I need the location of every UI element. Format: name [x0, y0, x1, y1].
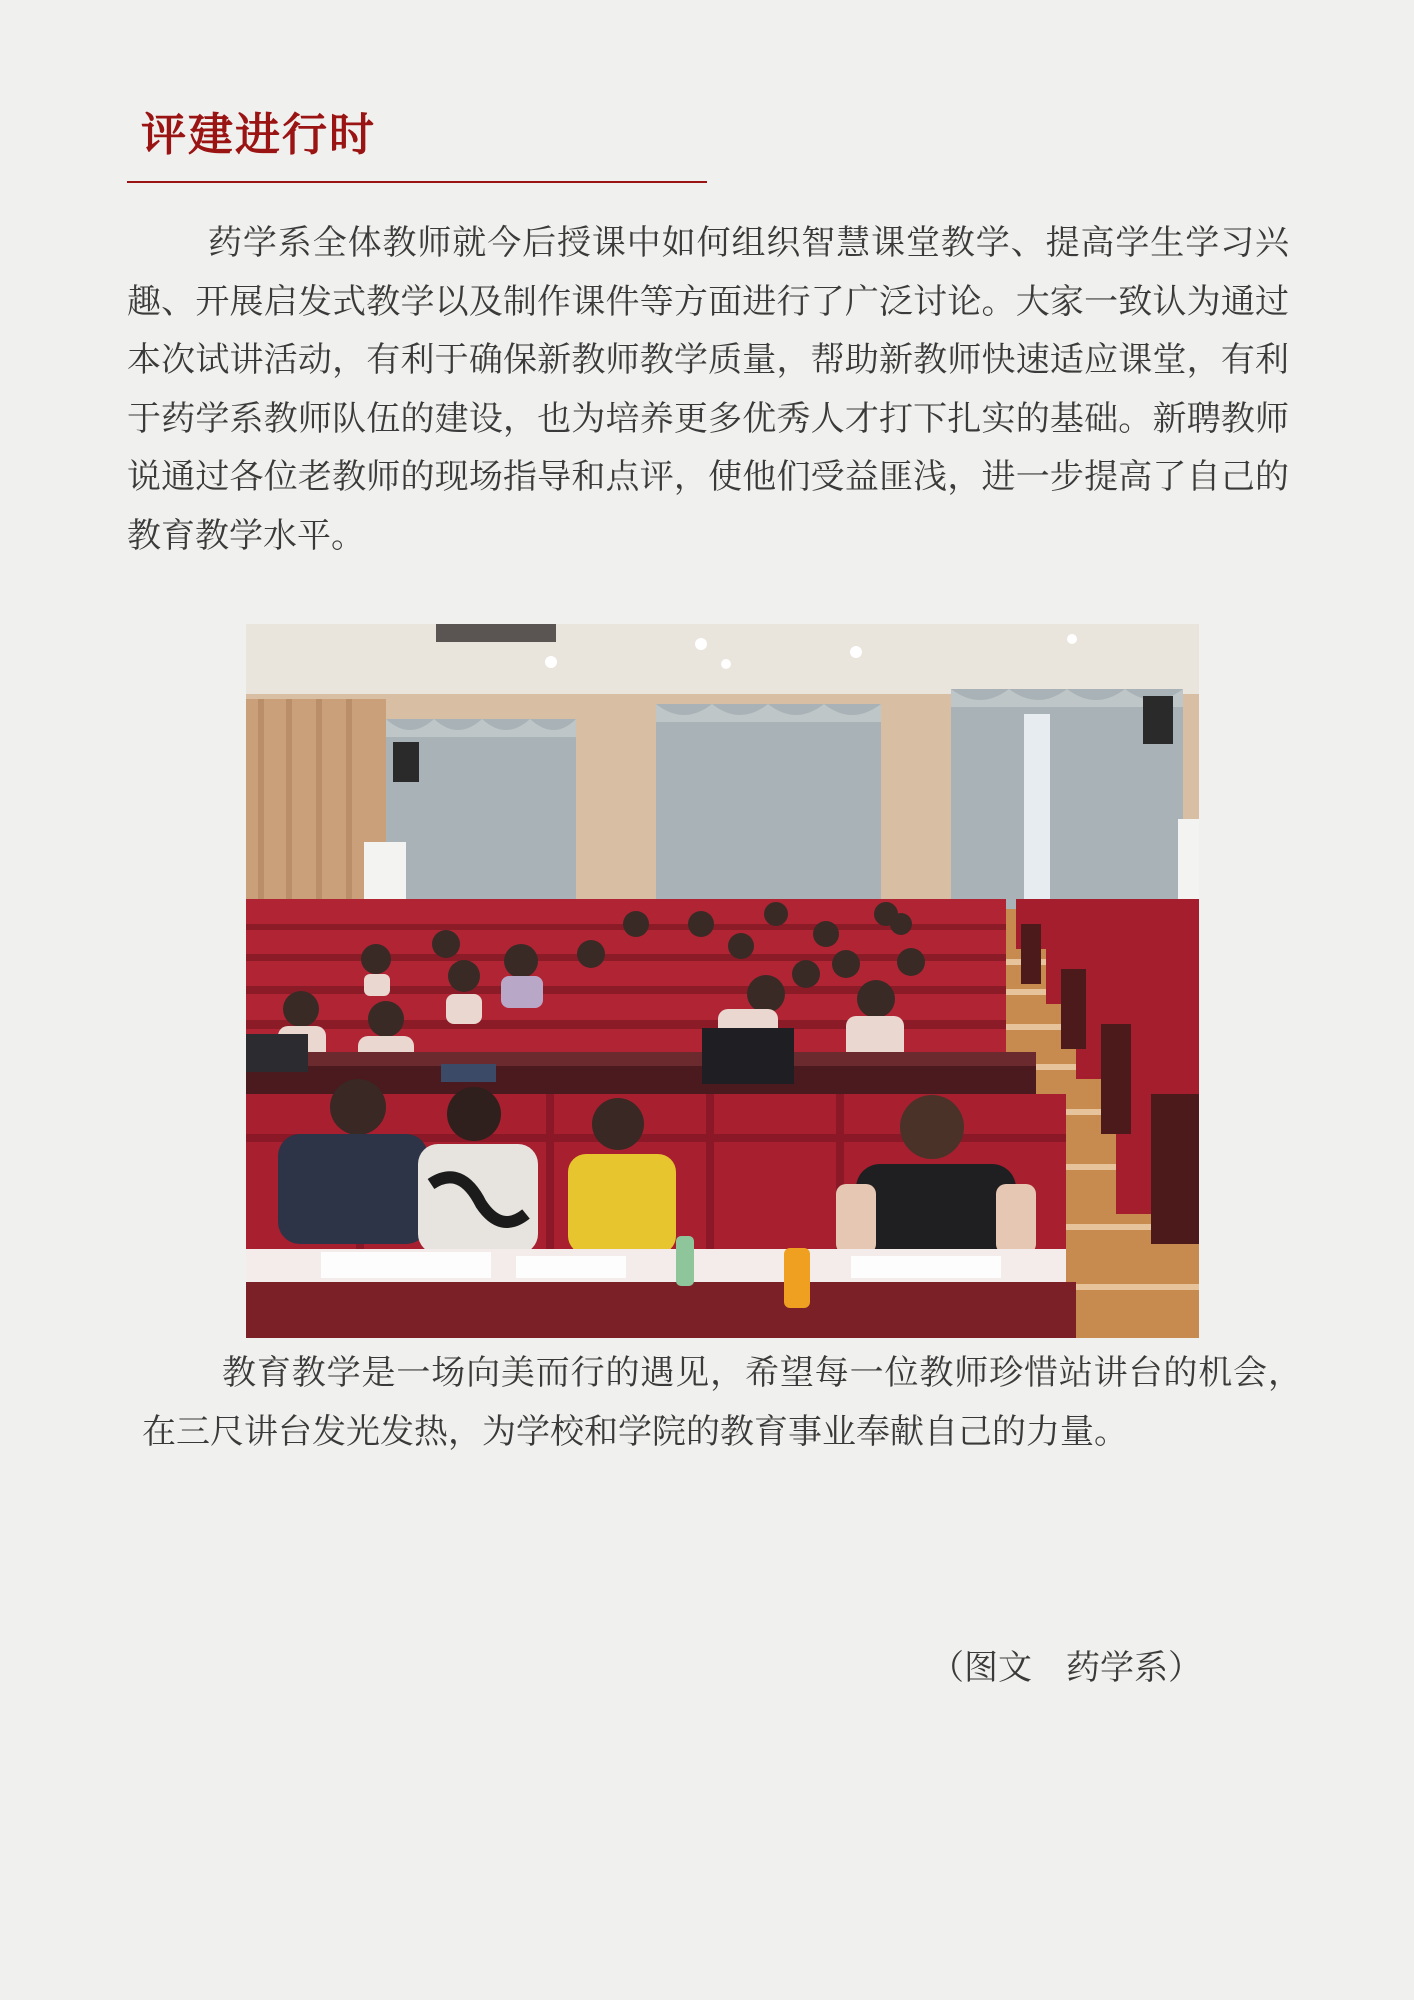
title-underline — [127, 181, 707, 183]
photo-text-credit: （图文 药学系） — [930, 1648, 1202, 1688]
section-title: 评建进行时 — [141, 108, 377, 161]
lecture-hall-photo — [246, 624, 1199, 1338]
body-paragraph-2: 教育教学是一场向美而行的遇见，希望每一位教师珍惜站讲台的机会，在三尺讲台发光发热，为学校和学院的教育事业奉献自己的力量。 — [142, 1353, 1302, 1452]
body-paragraph-1: 药学系全体教师就今后授课中如何组织智慧课堂教学、提高学生学习兴趣、开展启发式教学以及制作课件等方面进行了广泛讨论。大家一致认为通过本次试讲活动，有利于确保新教师教学质量，帮助新教师快速适应课堂，有利于药学系教师队伍的建设，也为培养更多优秀人才打下扎实的基础。新聘教师说通过各位老教师的现场指导和点评，使他们受益匪浅，进一步提高了自己的教育教学水平。 — [127, 223, 1289, 556]
